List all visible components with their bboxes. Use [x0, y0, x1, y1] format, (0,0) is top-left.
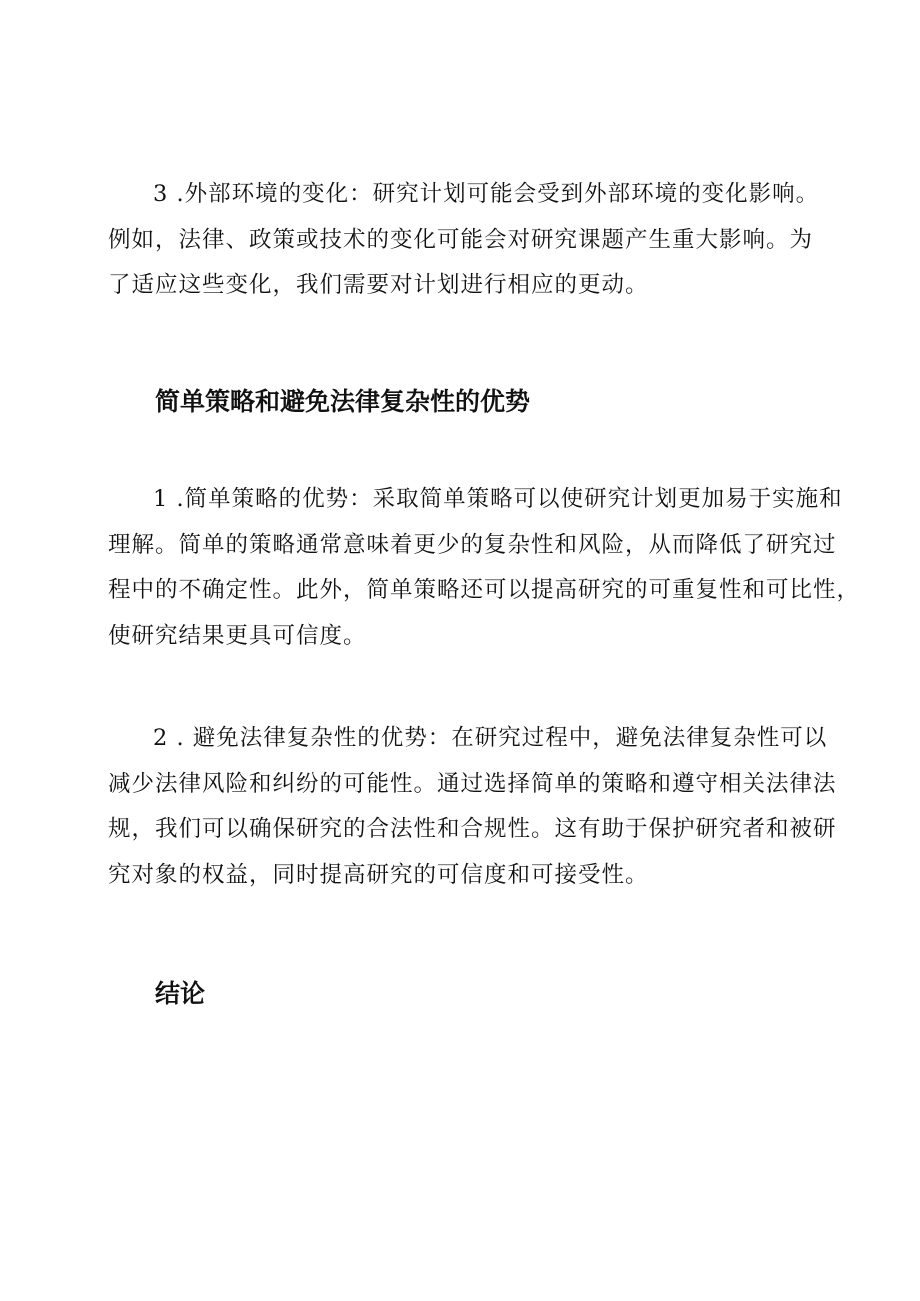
paragraph-line: 3 .外部环境的变化：研究计划可能会受到外部环境的变化影响。	[153, 181, 820, 207]
paragraph-line: 2 . 避免法律复杂性的优势：在研究过程中，避免法律复杂性可以	[153, 725, 828, 751]
paragraph-simple-strategy	[108, 477, 861, 659]
paragraph-line: 究对象的权益，同时提高研究的可信度和可接受性。	[108, 861, 649, 888]
paragraph-line: 1 .简单策略的优势：采取简单策略可以使研究计划更加易于实施和	[153, 486, 843, 512]
paragraph-line: 规，我们可以确保研究的合法性和合规性。这有助于保护研究者和被研	[108, 816, 837, 842]
paragraph-external-environment	[108, 172, 828, 309]
section-heading-advantages: 简单策略和避免法律复杂性的优势	[155, 387, 531, 416]
paragraph-avoid-legal-complexity	[108, 716, 837, 898]
paragraph-line: 使研究结果更具可信度。	[108, 622, 367, 649]
paragraph-line: 理解。简单的策略通常意味着更少的复杂性和风险，从而降低了研究过	[108, 531, 837, 558]
paragraph-line: 了适应这些变化，我们需要对计划进行相应的更动。	[108, 272, 649, 298]
paragraph-line: 减少法律风险和纠纷的可能性。通过选择简单的策略和遵守相关法律法	[108, 770, 837, 797]
paragraph-line: 程中的不确定性。此外，简单策略还可以提高研究的可重复性和可比性，	[108, 577, 861, 603]
section-heading-conclusion: 结论	[155, 979, 206, 1008]
paragraph-line: 例如，法律、政策或技术的变化可能会对研究课题产生重大影响。为	[108, 226, 814, 253]
